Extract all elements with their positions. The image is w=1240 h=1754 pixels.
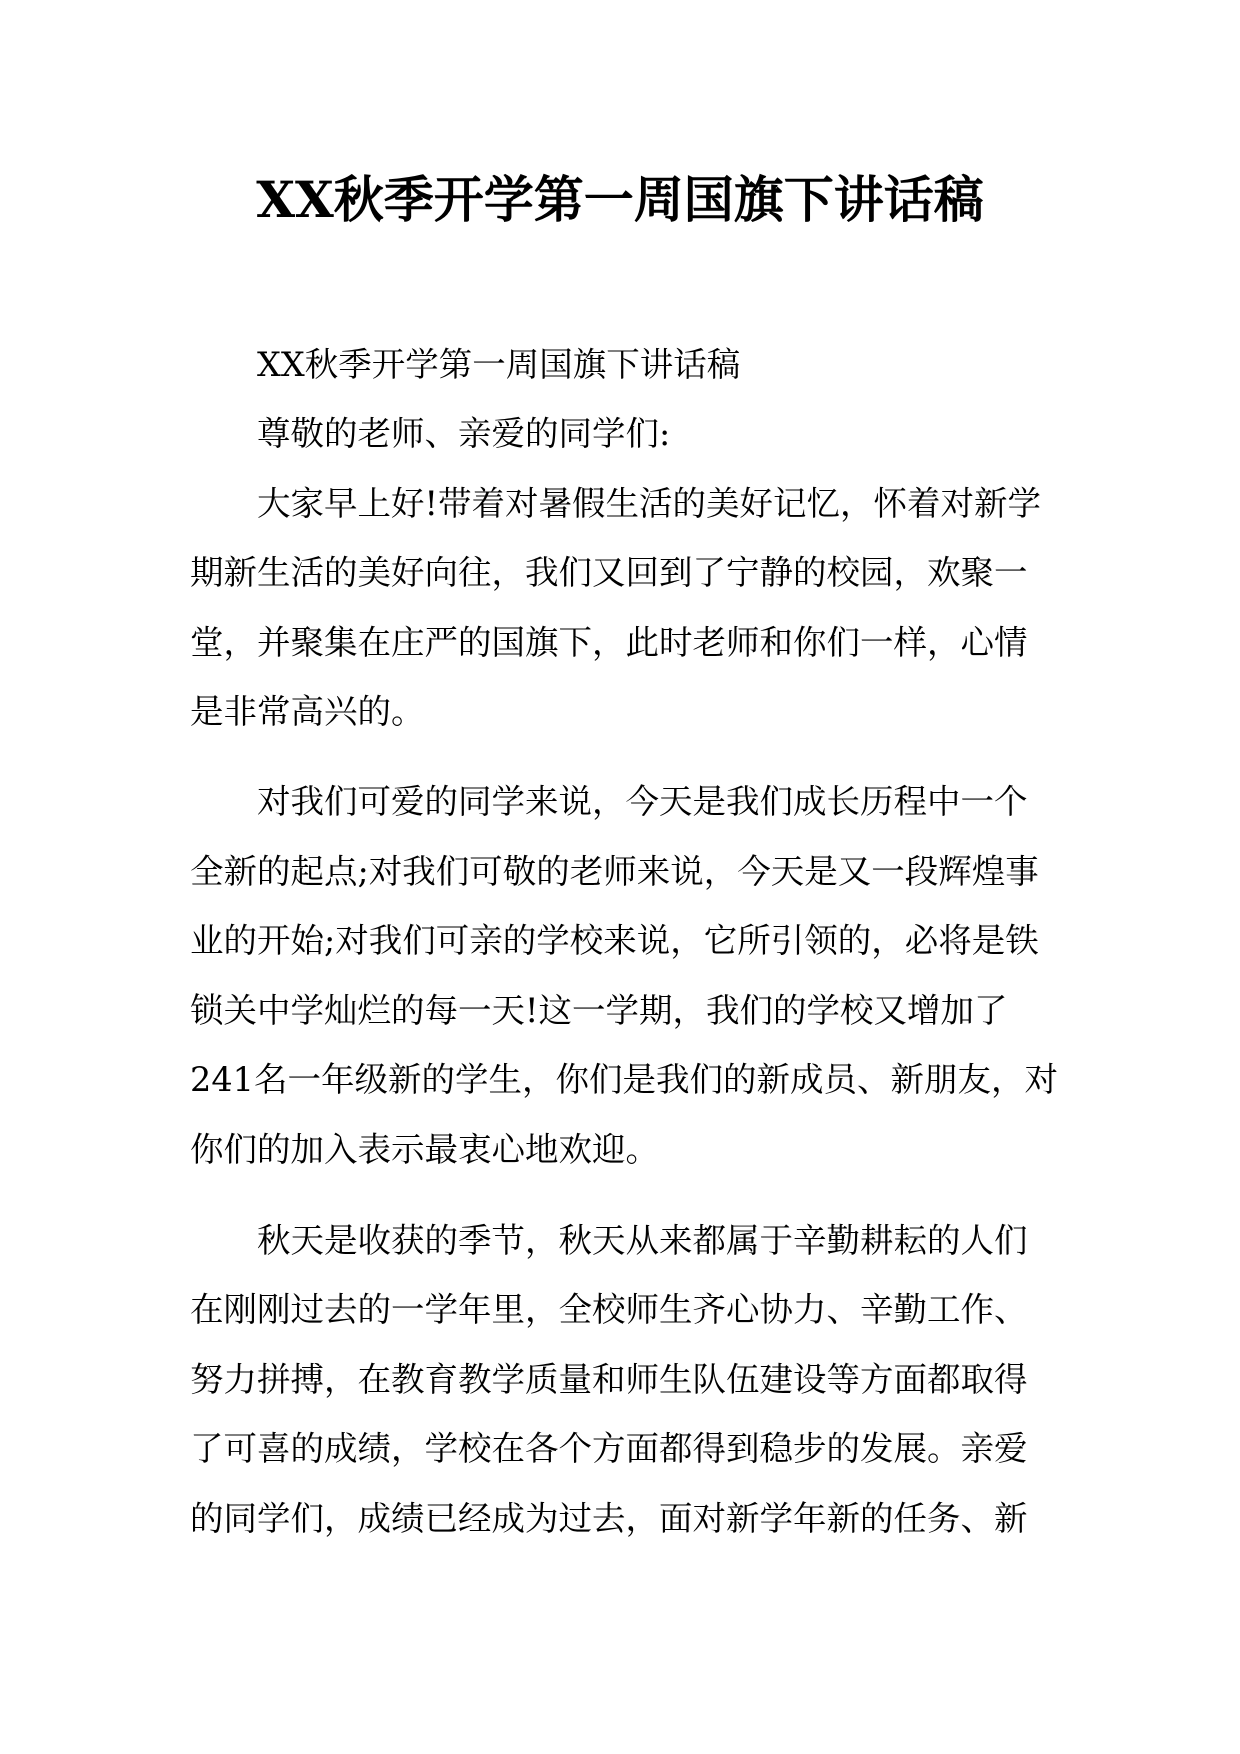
paragraph-line: 大家早上好!带着对暑假生活的美好记忆，怀着对新学 <box>257 484 1041 523</box>
salutation-line: 尊敬的老师、亲爱的同学们: <box>257 414 671 453</box>
paragraph-line: 了可喜的成绩，学校在各个方面都得到稳步的发展。亲爱 <box>190 1429 1028 1468</box>
paragraph-line: 你们的加入表示最衷心地欢迎。 <box>190 1130 659 1169</box>
paragraph-line: 的同学们，成绩已经成为过去，面对新学年新的任务、新 <box>190 1499 1028 1538</box>
paragraph-line: 秋天是收获的季节，秋天从来都属于辛勤耕耘的人们 <box>257 1221 1028 1260</box>
paragraph-line: 是非常高兴的。 <box>190 692 425 731</box>
paragraph-line: 全新的起点;对我们可敬的老师来说，今天是又一段辉煌事 <box>190 852 1039 891</box>
document-title: XX秋季开学第一周国旗下讲话稿 <box>256 170 984 229</box>
paragraph-line: 期新生活的美好向往，我们又回到了宁静的校园，欢聚一 <box>190 553 1028 592</box>
paragraph-line: 堂，并聚集在庄严的国旗下，此时老师和你们一样，心情 <box>190 623 1028 662</box>
paragraph-line: 241名一年级新的学生，你们是我们的新成员、新朋友，对 <box>190 1060 1058 1099</box>
heading-line: XX秋季开学第一周国旗下讲话稿 <box>257 345 741 384</box>
paragraph-line: 锁关中学灿烂的每一天!这一学期，我们的学校又增加了 <box>190 991 1008 1030</box>
paragraph-line: 对我们可爱的同学来说，今天是我们成长历程中一个 <box>257 782 1028 821</box>
paragraph-line: 业的开始;对我们可亲的学校来说，它所引领的，必将是铁 <box>190 921 1039 960</box>
paragraph-line: 努力拼搏，在教育教学质量和师生队伍建设等方面都取得 <box>190 1360 1028 1399</box>
paragraph-line: 在刚刚过去的一学年里，全校师生齐心协力、辛勤工作、 <box>190 1290 1028 1329</box>
